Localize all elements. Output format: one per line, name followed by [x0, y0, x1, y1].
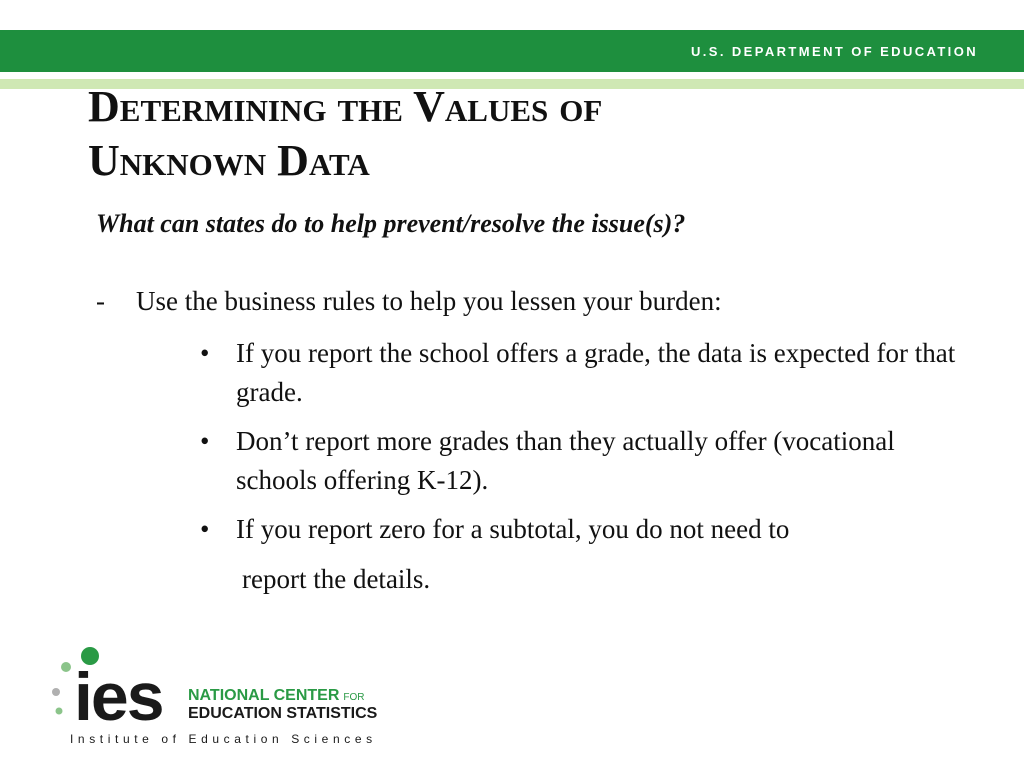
bullet-list: [200, 334, 960, 609]
ies-logo-graphic: [48, 644, 388, 748]
dash-item-text: Use the business rules to help you lessen your burden:: [136, 286, 722, 316]
slide-title-line1: Determining the Values of: [88, 82, 603, 131]
logo-line1: [188, 687, 365, 704]
bullet-item: [200, 422, 960, 500]
bullet-dot-icon: •: [200, 338, 210, 368]
logo-dot-medium: [61, 662, 71, 672]
ies-nces-logo: [48, 644, 388, 748]
bullet-text: If you report zero for a subtotal, you do not need to: [236, 514, 790, 544]
logo-dot-small: [52, 688, 60, 696]
dash-list-item: [96, 284, 722, 318]
bullet-text: Don’t report more grades than they actually offer (vocational schools offering K-12).: [236, 426, 895, 495]
bullet-dot-icon: •: [200, 514, 210, 544]
bullet-continuation-text: report the details.: [242, 564, 431, 594]
bullet-dot-icon: •: [200, 426, 210, 456]
slide-subtitle: What can states do to help prevent/resolve the issue(s)?: [96, 209, 686, 238]
bullet-item: [200, 510, 960, 599]
dash-marker: -: [96, 286, 105, 316]
logo-dot-small: [56, 708, 63, 715]
logo-line1-small: FOR: [343, 692, 365, 703]
logo-line1-main: NATIONAL CENTER: [188, 687, 340, 704]
slide-title: [88, 80, 988, 188]
logo-ies-mark: ies: [74, 659, 163, 735]
logo-line2: EDUCATION STATISTICS: [188, 705, 378, 722]
department-label: U.S. DEPARTMENT OF EDUCATION: [691, 44, 978, 59]
logo-tagline: Institute of Education Sciences: [70, 732, 377, 746]
bullet-item: [200, 334, 960, 412]
bullet-text: If you report the school offers a grade, the data is expected for that grade.: [236, 338, 956, 407]
slide-title-line2: Unknown Data: [88, 136, 370, 185]
